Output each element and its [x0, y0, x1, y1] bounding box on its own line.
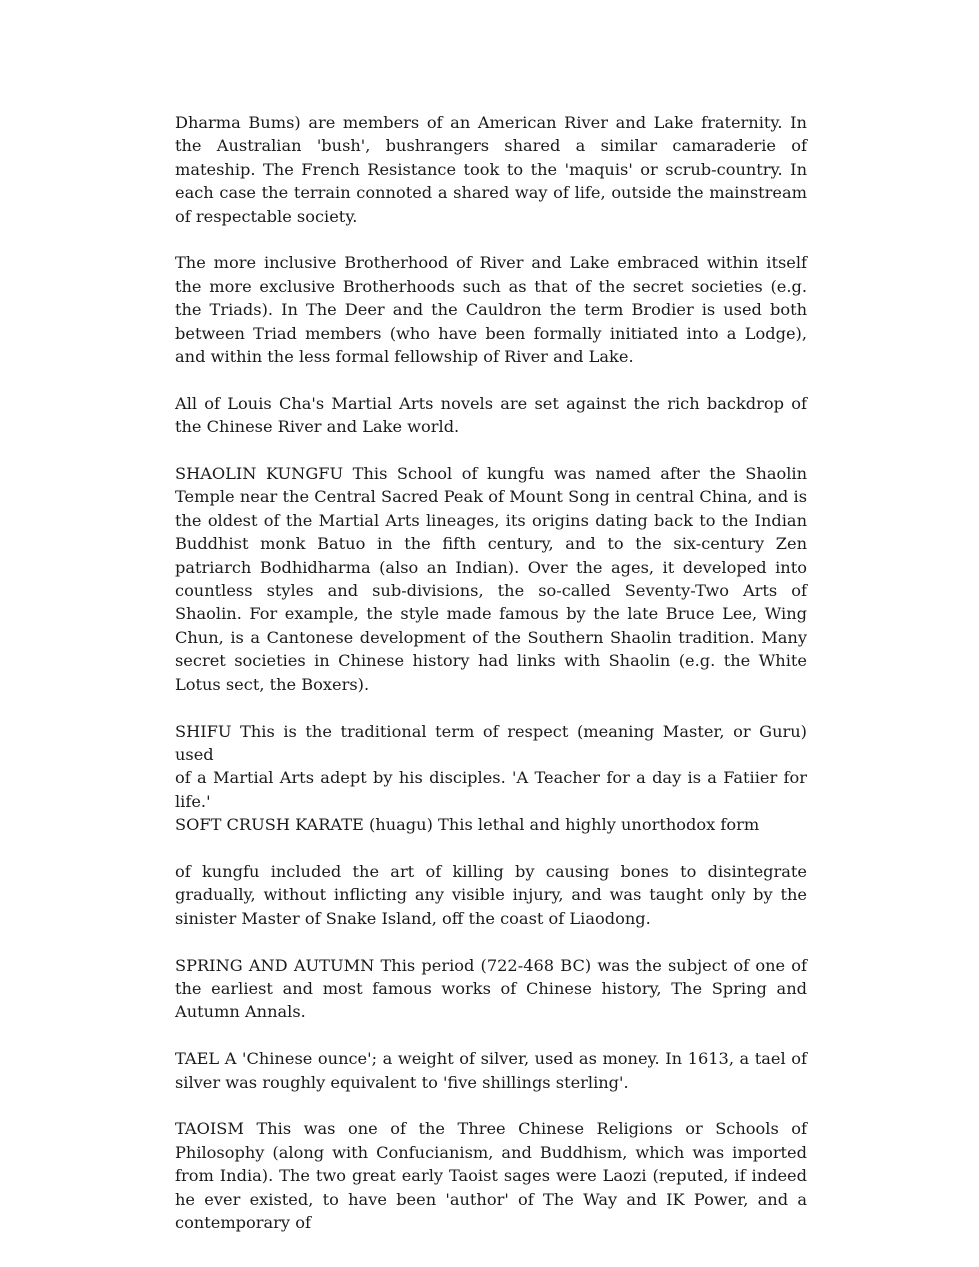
- paragraph-shifu: [175, 720, 807, 837]
- paragraph-brotherhood: The more inclusive Brotherhood of River and Lake embraced within itself the more exclusive Brotherhoods such as that of the secret societies (e.g. the Triads). In The Deer and the Cauldron the term Brodier is used both between Triad members (who have been formally initiated into a Lodge), and within the less formal fellowship of River and Lake.: [175, 253, 807, 367]
- shifu-line-1: SHIFU This is the traditional term of respect (meaning Master, or Guru) used: [175, 721, 807, 764]
- paragraph-fraternity: Dharma Bums) are members of an American River and Lake fraternity. In the Australian 'bush', bushrangers shared a similar camaraderie of mateship. The French Resistance took to the 'maquis' or scrub-country. In each case the terrain connoted a shared way of life, outside the mainstream of respectable society.: [175, 113, 807, 226]
- paragraph-spring-and-autumn: SPRING AND AUTUMN This period (722-468 BC) was the subject of one of the earliest and most famous works of Chinese history, The Spring and Autumn Annals.: [175, 955, 807, 1022]
- soft-crush-karate-line: SOFT CRUSH KARATE (huagu) This lethal and highly unorthodox form: [175, 815, 760, 835]
- paragraph-taoism: TAOISM This was one of the Three Chinese Religions or Schools of Philosophy (along with Confucianism, and Buddhism, which was imported from India). The two great early Taoist sages were Laozi (reputed, if indeed he ever existed, to have been 'author' of The Way and IK Power, and a contemporary of: [175, 1119, 807, 1232]
- paragraph-louis-cha: All of Louis Cha's Martial Arts novels are set against the rich backdrop of the Chinese River and Lake world.: [175, 393, 807, 437]
- paragraph-shaolin-kungfu: SHAOLIN KUNGFU This School of kungfu was named after the Shaolin Temple near the Central Sacred Peak of Mount Song in central China, and is the oldest of the Martial Arts lineages, its origins dating back to the Indian Buddhist monk Batuo in the fifth century, and to the six-century Zen patriarch Bodhidharma (also an Indian). Over the ages, it developed into countless styles and sub-divisions, the so-called Seventy-Two Arts of Shaolin. For example, the style made famous by the late Bruce Lee, Wing Chun, is a Cantonese development of the Southern Shaolin tradition. Many secret societies in Chinese history had links with Shaolin (e.g. the White Lotus sect, the Boxers).: [175, 464, 807, 694]
- shifu-line-2: of a Martial Arts adept by his disciples. 'A Teacher for a day is a Fatiier for life.': [175, 768, 807, 811]
- document-page: [175, 111, 807, 1234]
- paragraph-tael: TAEL A 'Chinese ounce'; a weight of silver, used as money. In 1613, a tael of silver was roughly equivalent to 'five shillings sterling'.: [175, 1049, 807, 1092]
- paragraph-soft-crush-continued: of kungfu included the art of killing by causing bones to disintegrate gradually, without inflicting any visible injury, and was taught only by the sinister Master of Snake Island, off the coast of Liaodong.: [175, 861, 807, 928]
